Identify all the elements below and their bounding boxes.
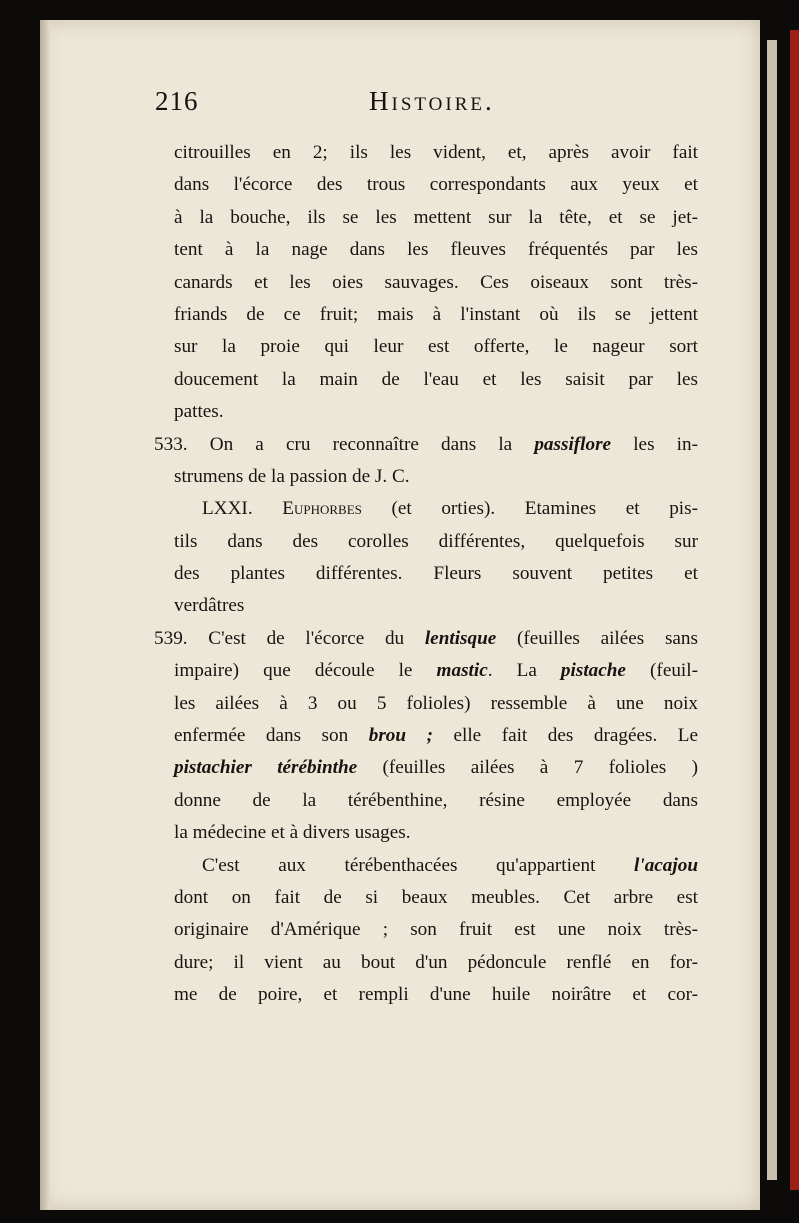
- italic-term: brou ;: [368, 725, 433, 747]
- text-line: sur la proie qui leur est offerte, le nageur sort: [174, 336, 698, 358]
- running-title: Histoire.: [369, 86, 495, 116]
- text-line: verdâtres: [174, 595, 245, 617]
- page-gutter-shadow: [40, 20, 50, 1210]
- body-text: [154, 137, 698, 1012]
- text-line: dans l'écorce des trous correspondants aux yeux et: [174, 174, 698, 196]
- italic-term: pistachier térébinthe: [174, 757, 358, 779]
- family-heading-line: LXXI. Euphorbes (et orties). Etamines et pis-: [202, 498, 698, 520]
- family-name: Euphorbes: [282, 498, 362, 520]
- text-line: à la bouche, ils se les mettent sur la tête, et se jet-: [174, 206, 698, 228]
- family-number: LXXI.: [202, 498, 253, 520]
- text-line: doucement la main de l'eau et les saisit par les: [174, 368, 698, 390]
- text-line: me de poire, et rempli d'une huile noirâtre et cor-: [174, 984, 698, 1006]
- text-line: dure; il vient au bout d'un pédoncule renflé en for-: [174, 951, 698, 973]
- text-line: les ailées à 3 ou 5 folioles) ressemble à une noix: [174, 692, 698, 714]
- italic-term: passiflore: [534, 433, 612, 455]
- text-line: citrouilles en 2; ils les vident, et, après avoir fait: [174, 142, 698, 163]
- text-line: friands de ce fruit; mais à l'instant où ils se jettent: [174, 303, 698, 325]
- text-line: pistachier térébinthe (feuilles ailées à 7 folioles ): [174, 757, 698, 779]
- numbered-paragraph-line: 533. On a cru reconnaître dans la passiflore les in-: [154, 433, 698, 455]
- paragraph-number: 533.: [154, 433, 188, 455]
- book-cover-edge: [790, 30, 799, 1190]
- text-line: tent à la nage dans les fleuves fréquentés par les: [174, 239, 698, 261]
- numbered-paragraph-line: 539. C'est de l'écorce du lentisque (feuilles ailées sans: [154, 627, 698, 649]
- page-header: [155, 86, 715, 116]
- text-line: C'est aux térébenthacées qu'appartient l'acajou: [202, 854, 698, 876]
- text-line: dont on fait de si beaux meubles. Cet arbre est: [174, 886, 698, 908]
- text-line: donne de la térébenthine, résine employée dans: [174, 789, 698, 811]
- italic-term: mastic: [436, 660, 488, 682]
- text-line: des plantes différentes. Fleurs souvent petites et: [174, 563, 698, 585]
- page-number: 216: [155, 86, 199, 116]
- text-line: strumens de la passion de J. C.: [174, 465, 410, 487]
- text-line: impaire) que découle le mastic. La pistache (feuil-: [174, 660, 698, 682]
- italic-term: lentisque: [424, 627, 497, 649]
- next-page-edge: [767, 40, 777, 1180]
- paragraph-number: 539.: [154, 627, 188, 649]
- text-line: pattes.: [174, 401, 224, 423]
- text-line: la médecine et à divers usages.: [174, 822, 411, 844]
- text-line: enfermée dans son brou ; elle fait des dragées. Le: [174, 725, 698, 747]
- text-line: originaire d'Amérique ; son fruit est une noix très-: [174, 919, 698, 941]
- italic-term: pistache: [560, 660, 626, 682]
- italic-term: l'acajou: [634, 854, 698, 876]
- text-line: tils dans des corolles différentes, quelquefois sur: [174, 530, 698, 552]
- text-line: canards et les oies sauvages. Ces oiseaux sont très-: [174, 271, 698, 293]
